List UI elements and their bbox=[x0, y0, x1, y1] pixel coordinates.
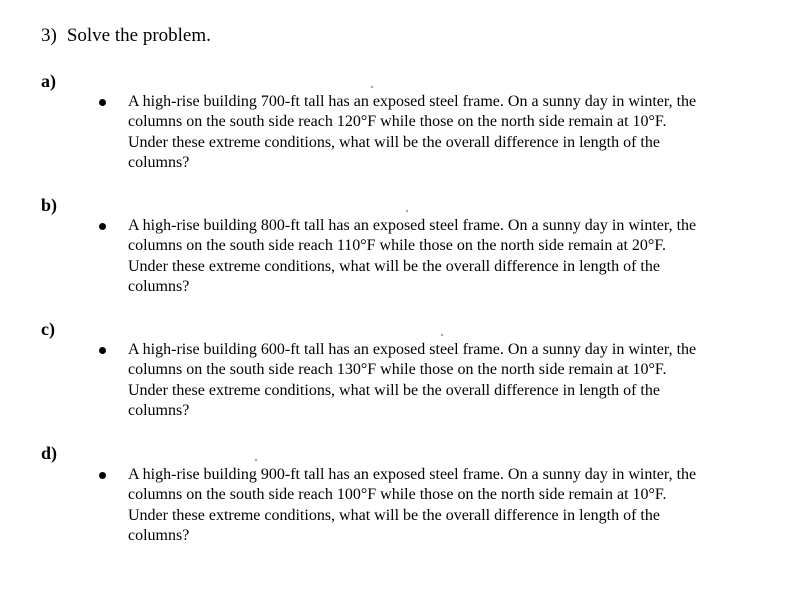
problem-line: Under these extreme conditions, what will be the overall difference in length of the bbox=[128, 133, 660, 151]
scan-speck bbox=[441, 334, 444, 337]
problem-line: columns on the south side reach 110°F while those on the north side remain at 20°F. bbox=[128, 237, 666, 255]
problem-text-d bbox=[128, 465, 778, 547]
scan-speck bbox=[406, 210, 409, 213]
problem-instruction: Solve the problem. bbox=[66, 25, 211, 46]
problem-line: columns on the south side reach 100°F while those on the north side remain at 10°F. bbox=[128, 486, 667, 504]
problem-line: Under these extreme conditions, what will be the overall difference in length of the bbox=[128, 506, 660, 524]
problem-text-c bbox=[128, 340, 778, 422]
problem-number: 3) bbox=[41, 25, 57, 46]
part-label-b: b) bbox=[41, 195, 58, 215]
problem-line: columns? bbox=[128, 527, 190, 545]
problem-line: columns? bbox=[128, 278, 190, 296]
problem-line: A high-rise building 700-ft tall has an exposed steel frame. On a sunny day in winter, the bbox=[128, 93, 697, 110]
problem-heading bbox=[41, 25, 211, 47]
problem-line: columns on the south side reach 130°F while those on the north side remain at 10°F. bbox=[128, 361, 667, 379]
scan-speck bbox=[371, 86, 374, 89]
problem-line: Under these extreme conditions, what will be the overall difference in length of the bbox=[128, 381, 660, 399]
problem-line: columns on the south side reach 120°F while those on the north side remain at 10°F. bbox=[128, 113, 667, 131]
bullet-icon bbox=[99, 223, 106, 230]
problem-line: columns? bbox=[128, 154, 190, 172]
part-label-d: d) bbox=[41, 443, 58, 463]
bullet-icon bbox=[99, 472, 106, 479]
problem-line: A high-rise building 900-ft tall has an exposed steel frame. On a sunny day in winter, the bbox=[128, 466, 697, 483]
problem-text-b bbox=[128, 216, 778, 298]
part-label-a: a) bbox=[41, 71, 56, 91]
problem-text-a bbox=[128, 92, 778, 174]
scan-speck bbox=[255, 459, 258, 462]
bullet-icon bbox=[99, 347, 106, 354]
problem-line: columns? bbox=[128, 402, 190, 420]
bullet-icon bbox=[99, 99, 106, 106]
problem-line: Under these extreme conditions, what will be the overall difference in length of the bbox=[128, 257, 660, 275]
problem-line: A high-rise building 600-ft tall has an exposed steel frame. On a sunny day in winter, the bbox=[128, 341, 697, 358]
problem-line: A high-rise building 800-ft tall has an exposed steel frame. On a sunny day in winter, the bbox=[128, 217, 697, 234]
part-label-c: c) bbox=[41, 319, 55, 339]
